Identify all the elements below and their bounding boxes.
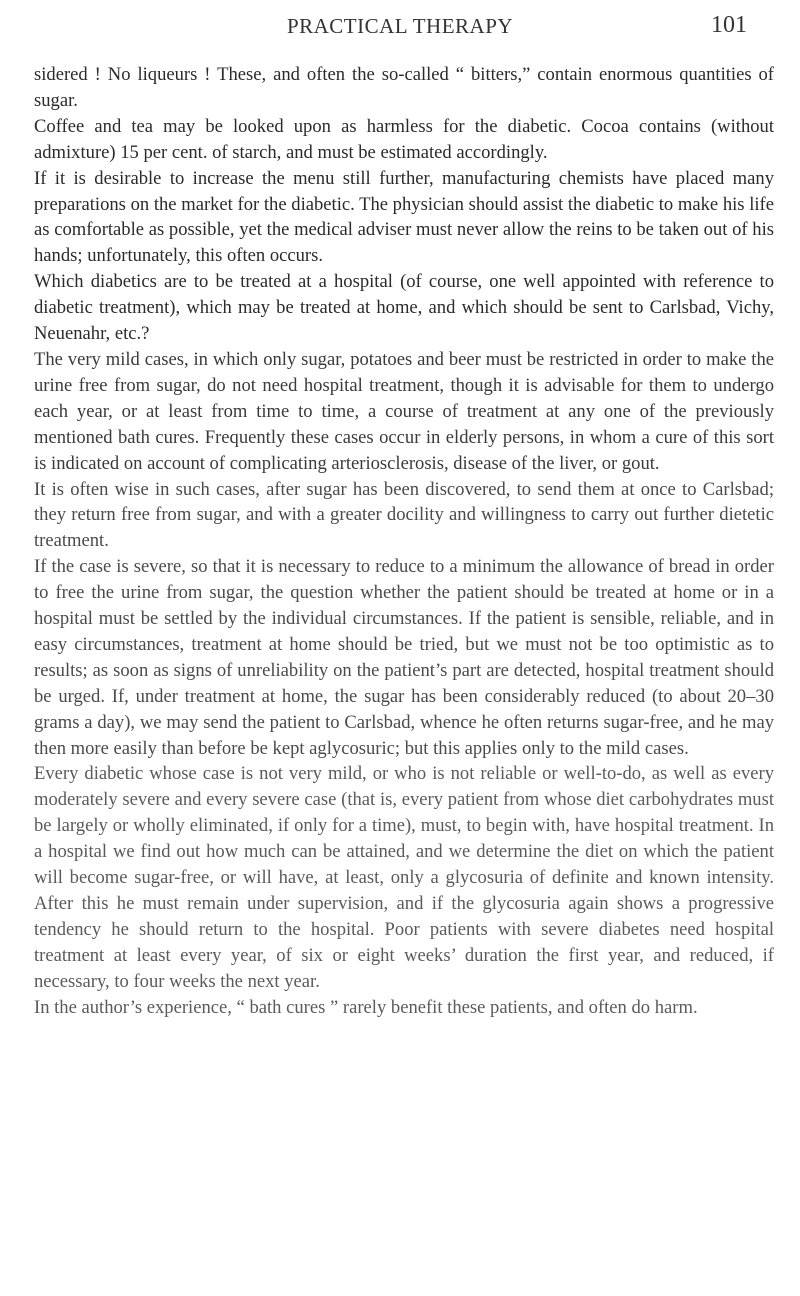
- paragraph: In the author’s experience, “ bath cures ” rarely benefit these patients, and often do harm.: [34, 996, 698, 1018]
- running-title: PRACTICAL THERAPY: [286, 14, 514, 38]
- paragraph: If it is desirable to increase the menu still further, manufacturing chemists have placed many preparations on the market for the diabetic. The physician should assist the diabetic to make his life as comfortable as possible, yet the medical adviser must never allow the reins to be taken out of his hands; unfortunately, this often occurs.: [34, 167, 774, 267]
- paragraph: If the case is severe, so that it is necessary to reduce to a minimum the allowance of bread in order to free the urine from sugar, the question whether the patient should be treated at home or in a hospital must be settled by the individual circumstances. If the patient is sensible, reliable, and in easy circumstances, treatment at home should be tried, but we must not be too optimistic as to results; as soon as signs of unreliability on the patient’s part are detected, hospital treatment should be urged. If, under treatment at home, the sugar has been considerably reduced (to about 20–30 grams a day), we may send the patient to Carlsbad, whence he often returns sugar-free, and he may then more easily than before be kept aglycosuric; but this applies only to the mild cases.: [34, 556, 774, 759]
- paragraph: Which diabetics are to be treated at a hospital (of course, one well appointed with reference to diabetic treatment), which may be treated at home, and which should be sent to Carlsbad, Vichy, Neuenahr, etc.?: [34, 271, 774, 345]
- paragraph: Coffee and tea may be looked upon as harmless for the diabetic. Cocoa contains (without admixture) 15 per cent. of starch, and must be estimated accordingly.: [34, 115, 774, 163]
- paragraph: sidered ! No liqueurs ! These, and often the so-called “ bitters,” contain enormous quantities of sugar.: [34, 64, 774, 111]
- paragraph: Every diabetic whose case is not very mild, or who is not reliable or well-to-do, as well as every moderately severe and every severe case (that is, every patient from whose diet carbohydrates must be largely or wholly eliminated, if only for a time), must, to begin with, have hospital treatment. In a hospital we find out how much can be attained, and we determine the diet on which the patient will become sugar-free, or will have, at least, only a glycosuria of definite and known intensity. After this he must remain under supervision, and if the glycosuria again shows a progressive tendency he should return to the hospital. Poor patients with severe diabetes need hospital treatment at least every year, of six or eight weeks’ duration the first year, and reduced, if necessary, to four weeks the next year.: [34, 763, 774, 992]
- paragraph: It is often wise in such cases, after sugar has been discovered, to send them at once to Carlsbad; they return free from sugar, and with a greater docility and willingness to carry out further dietetic treatment.: [34, 478, 774, 552]
- paragraph: The very mild cases, in which only sugar, potatoes and beer must be restricted in order to make the urine free from sugar, do not need hospital treatment, though it is advisable for them to undergo each year, or at least from time to time, a course of treatment at any one of the previously mentioned bath cures. Frequently these cases occur in elderly persons, in whom a cure of this sort is indicated on account of complicating arteriosclerosis, disease of the liver, or gout.: [34, 348, 774, 474]
- body-text: [34, 62, 774, 1021]
- page-number: 101: [711, 12, 747, 38]
- running-head: [0, 8, 800, 48]
